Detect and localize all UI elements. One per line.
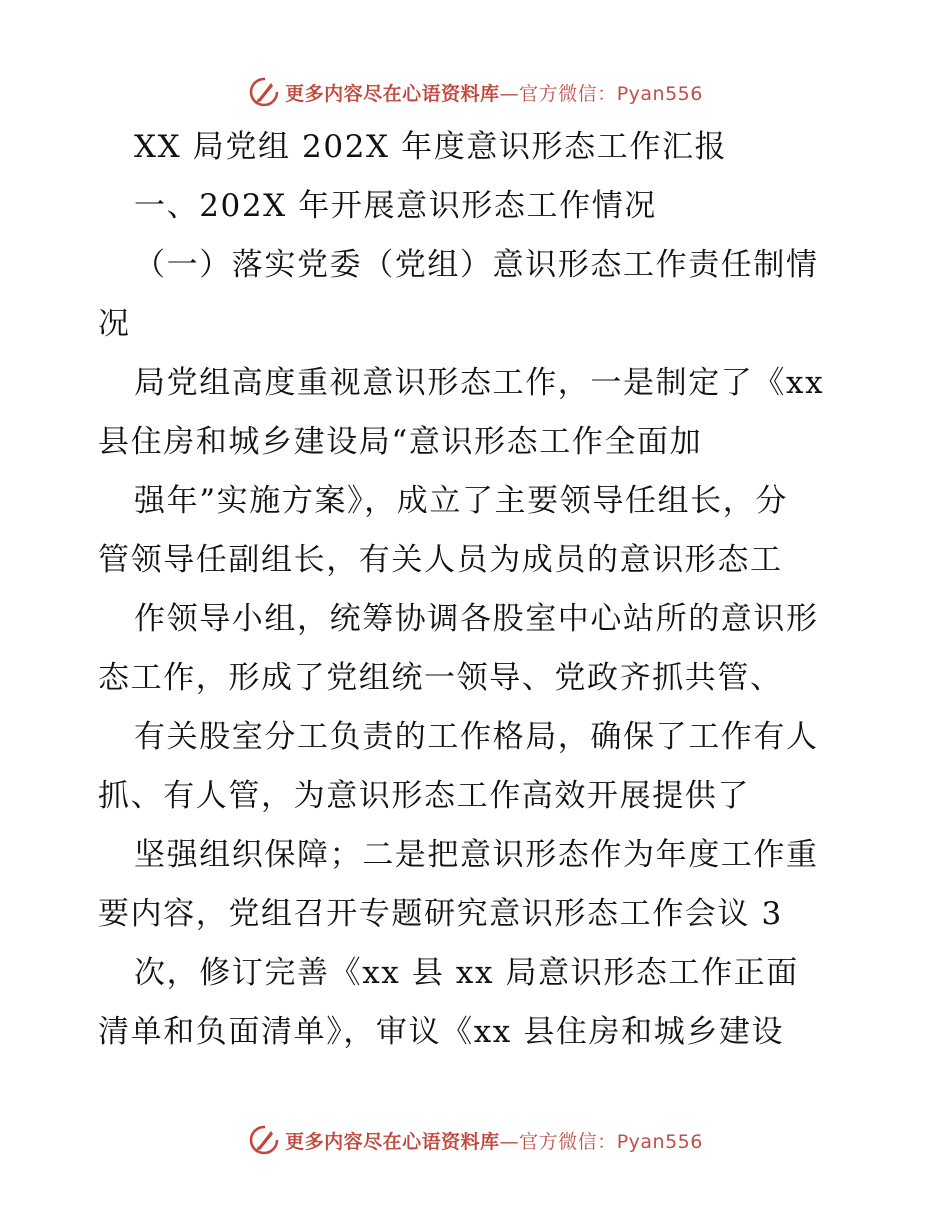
watermark-wechat-label: 官方微信：: [519, 1130, 617, 1153]
body-line: 次，修订完善《xx 县 xx 局意识形态工作正面: [134, 955, 799, 991]
footer-watermark: [0, 1120, 950, 1160]
document-title: XX 局党组 202X 年度意识形态工作汇报: [134, 129, 728, 165]
body-line: 坚强组织保障；二是把意识形态作为年度工作重: [134, 837, 819, 873]
feather-pen-logo-icon: [247, 75, 281, 109]
body-line: 管领导任副组长，有关人员为成员的意识形态工: [98, 542, 783, 578]
body-line: 抓、有人管，为意识形态工作高效开展提供了: [98, 778, 750, 814]
subsection-heading-1: （一）落实党委（党组）意识形态工作责任制情: [134, 247, 819, 283]
feather-pen-logo-icon: [247, 1123, 281, 1157]
header-watermark: [0, 72, 950, 112]
watermark-wechat-id: Pyan556: [616, 82, 703, 105]
body-line: 强年”实施方案》，成立了主要领导任组长，分: [134, 483, 788, 519]
watermark-text: [285, 1127, 703, 1154]
watermark-dash: —: [499, 1130, 520, 1153]
watermark-dash: —: [499, 82, 520, 105]
watermark-wechat-label: 官方微信：: [519, 82, 617, 105]
watermark-text: [285, 79, 703, 106]
body-line: 局党组高度重视意识形态工作，一是制定了《xx: [134, 365, 825, 401]
watermark-wechat-id: Pyan556: [616, 1130, 703, 1153]
body-line: 作领导小组，统筹协调各股室中心站所的意识形: [134, 601, 819, 637]
body-line: 县住房和城乡建设局“意识形态工作全面加: [98, 424, 703, 460]
body-line: 有关股室分工负责的工作格局，确保了工作有人: [134, 719, 819, 755]
body-line: 清单和负面清单》，审议《xx 县住房和城乡建设: [98, 1014, 785, 1050]
body-line: 要内容，党组召开专题研究意识形态工作会议 3: [98, 896, 783, 932]
subsection-heading-1-cont: 况: [98, 306, 131, 342]
body-line: 态工作，形成了党组统一领导、党政齐抓共管、: [98, 660, 783, 696]
section-heading-1: 一、202X 年开展意识形态工作情况: [134, 188, 657, 224]
watermark-site: 更多内容尽在心语资料库: [285, 82, 500, 105]
watermark-site: 更多内容尽在心语资料库: [285, 1130, 500, 1153]
